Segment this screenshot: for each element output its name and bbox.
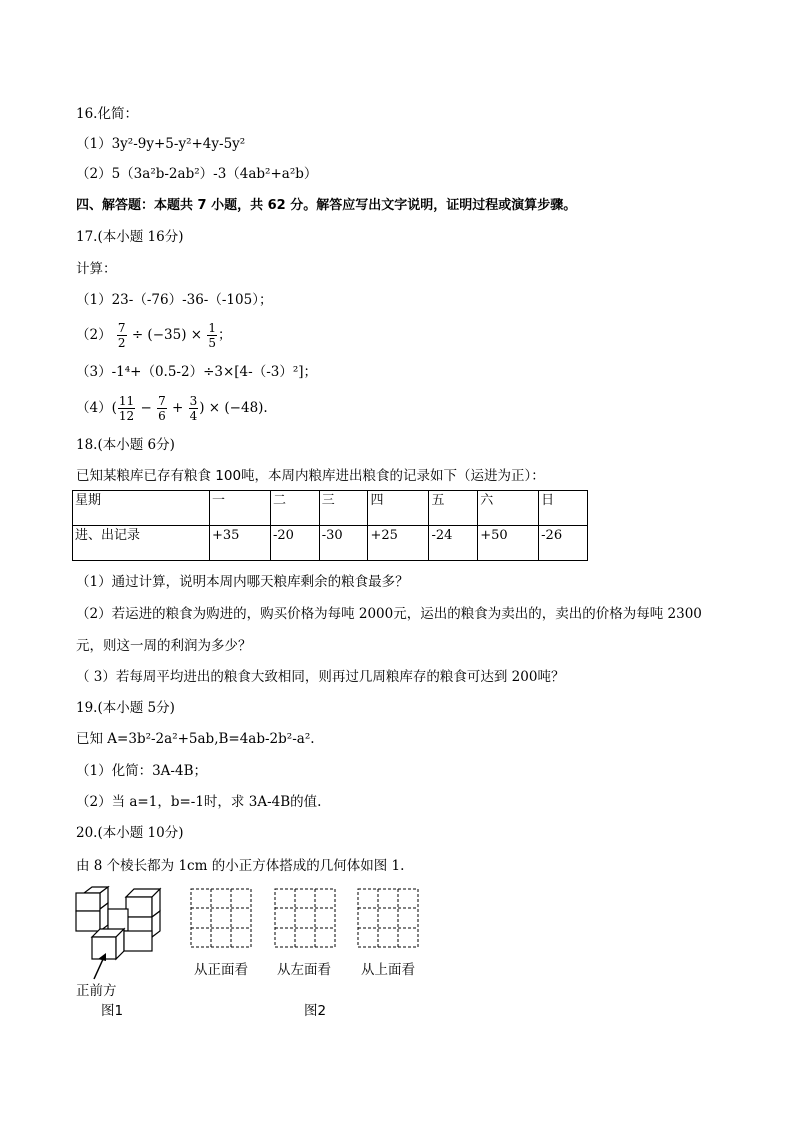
table-cell: 日 (539, 491, 588, 526)
numerator: 1 (208, 321, 216, 335)
figure-1-caption: 图1 (101, 1003, 124, 1019)
numerator: 7 (158, 394, 166, 408)
q17-part3: （3）-1⁴+（0.5-2）÷3×[4-（-3）²]； (76, 364, 318, 380)
table-row (73, 526, 588, 561)
table-cell: +35 (210, 526, 271, 561)
table-cell: 四 (368, 491, 429, 526)
figure-1-arrow-label: 正前方 (76, 983, 117, 999)
numerator: 7 (117, 321, 126, 335)
q17-heading: 17.(本小题 16分) (76, 229, 184, 245)
fraction (207, 321, 217, 350)
q18-intro: 已知某粮库已存有粮食 100吨，本周内粮库进出粮食的记录如下（运进为正）： (76, 468, 545, 484)
denominator: 6 (158, 409, 166, 423)
q16-part2 (76, 165, 317, 183)
view-label-front: 从正面看 (194, 962, 248, 978)
q20-heading: 20.(本小题 10分) (76, 825, 184, 841)
table-cell: -30 (319, 526, 368, 561)
table-cell: -24 (429, 526, 478, 561)
q17-part2-label: （2） (76, 327, 112, 343)
q19-part1: （1）化简：3A-4B； (76, 763, 207, 779)
table-cell: 二 (270, 491, 319, 526)
q18-part3: （ 3）若每周平均进出的粮食大致相同，则再过几周粮库存的粮食可达到 200吨？ (76, 669, 565, 685)
table-cell: -20 (270, 526, 319, 561)
table-cell: +25 (368, 526, 429, 561)
denominator: 4 (189, 409, 198, 423)
q19-part2: （2）当 a=1，b=-1时，求 3A-4B的值. (76, 794, 322, 810)
q20-intro: 由 8 个棱长都为 1cm 的小正方体搭成的几何体如图 1. (76, 858, 405, 874)
grain-record-table (72, 490, 588, 561)
q17-part4 (76, 391, 268, 425)
fraction (117, 321, 127, 350)
q16-part1 (76, 135, 245, 153)
minus-sign: − (140, 400, 152, 416)
numerator: 3 (189, 394, 198, 408)
q17-part2 (76, 318, 232, 352)
view-label-top: 从上面看 (361, 962, 415, 978)
q18-heading: 18.(本小题 6分) (76, 437, 175, 453)
figure-1-cubes (70, 885, 180, 980)
fraction (157, 394, 167, 423)
q17-part2-end: ； (218, 327, 232, 343)
q16-heading: 16.化简： (76, 106, 138, 122)
paren-open: ( (111, 400, 117, 416)
q18-part2-line2: 元，则这一周的利润为多少？ (76, 638, 252, 654)
table-cell: 星期 (73, 491, 210, 526)
q16-part2-expr: 5（3a²b-2ab²）-3（4ab²+a²b） (111, 166, 318, 182)
denominator: 5 (208, 336, 216, 350)
q18-part2-line1: （2）若运进的粮食为购进的，购买价格为每吨 2000元，运出的粮食为卖出的，卖出的价格为每吨 2300 (76, 606, 702, 622)
view-grid-left (274, 888, 338, 950)
q16-part1-label: （1） (76, 136, 112, 152)
table-cell: 三 (319, 491, 368, 526)
table-header-row (73, 491, 588, 526)
view-grid-front (190, 888, 254, 950)
q17-part4-label: （4） (76, 400, 112, 416)
table-cell: -26 (539, 526, 588, 561)
numerator: 11 (118, 394, 135, 408)
table-cell: +50 (478, 526, 539, 561)
denominator: 12 (118, 409, 135, 423)
table-cell: 进、出记录 (73, 526, 210, 561)
q19-heading: 19.(本小题 5分) (76, 700, 175, 716)
denominator: 2 (117, 336, 126, 350)
q17-part4-end: ) × (−48). (199, 400, 268, 416)
q16-part1-expr: 3y²-9y+5-y²+4y-5y² (111, 136, 246, 152)
q18-part1: （1）通过计算，说明本周内哪天粮库剩余的粮食最多？ (76, 574, 409, 590)
q17-part1: （1）23-（-76）-36-（-105）； (76, 292, 273, 308)
table-cell: 一 (210, 491, 271, 526)
q16-part2-label: （2） (76, 166, 112, 182)
table-cell: 六 (478, 491, 539, 526)
q17-part2-mid: ÷ (−35) × (131, 327, 203, 343)
fraction (189, 394, 199, 423)
q17-intro: 计算： (76, 261, 117, 277)
section-four-heading: 四、解答题：本题共 7 小题，共 62 分。解答应写出文字说明，证明过程或演算步骤。 (76, 198, 577, 213)
view-label-left: 从左面看 (277, 962, 331, 978)
q19-intro: 已知 A=3b²-2a²+5ab,B=4ab-2b²-a². (76, 731, 315, 747)
fraction (118, 394, 135, 423)
figure-2-caption: 图2 (304, 1003, 327, 1019)
plus-sign: + (172, 400, 184, 416)
view-grid-top (357, 888, 421, 950)
table-cell: 五 (429, 491, 478, 526)
